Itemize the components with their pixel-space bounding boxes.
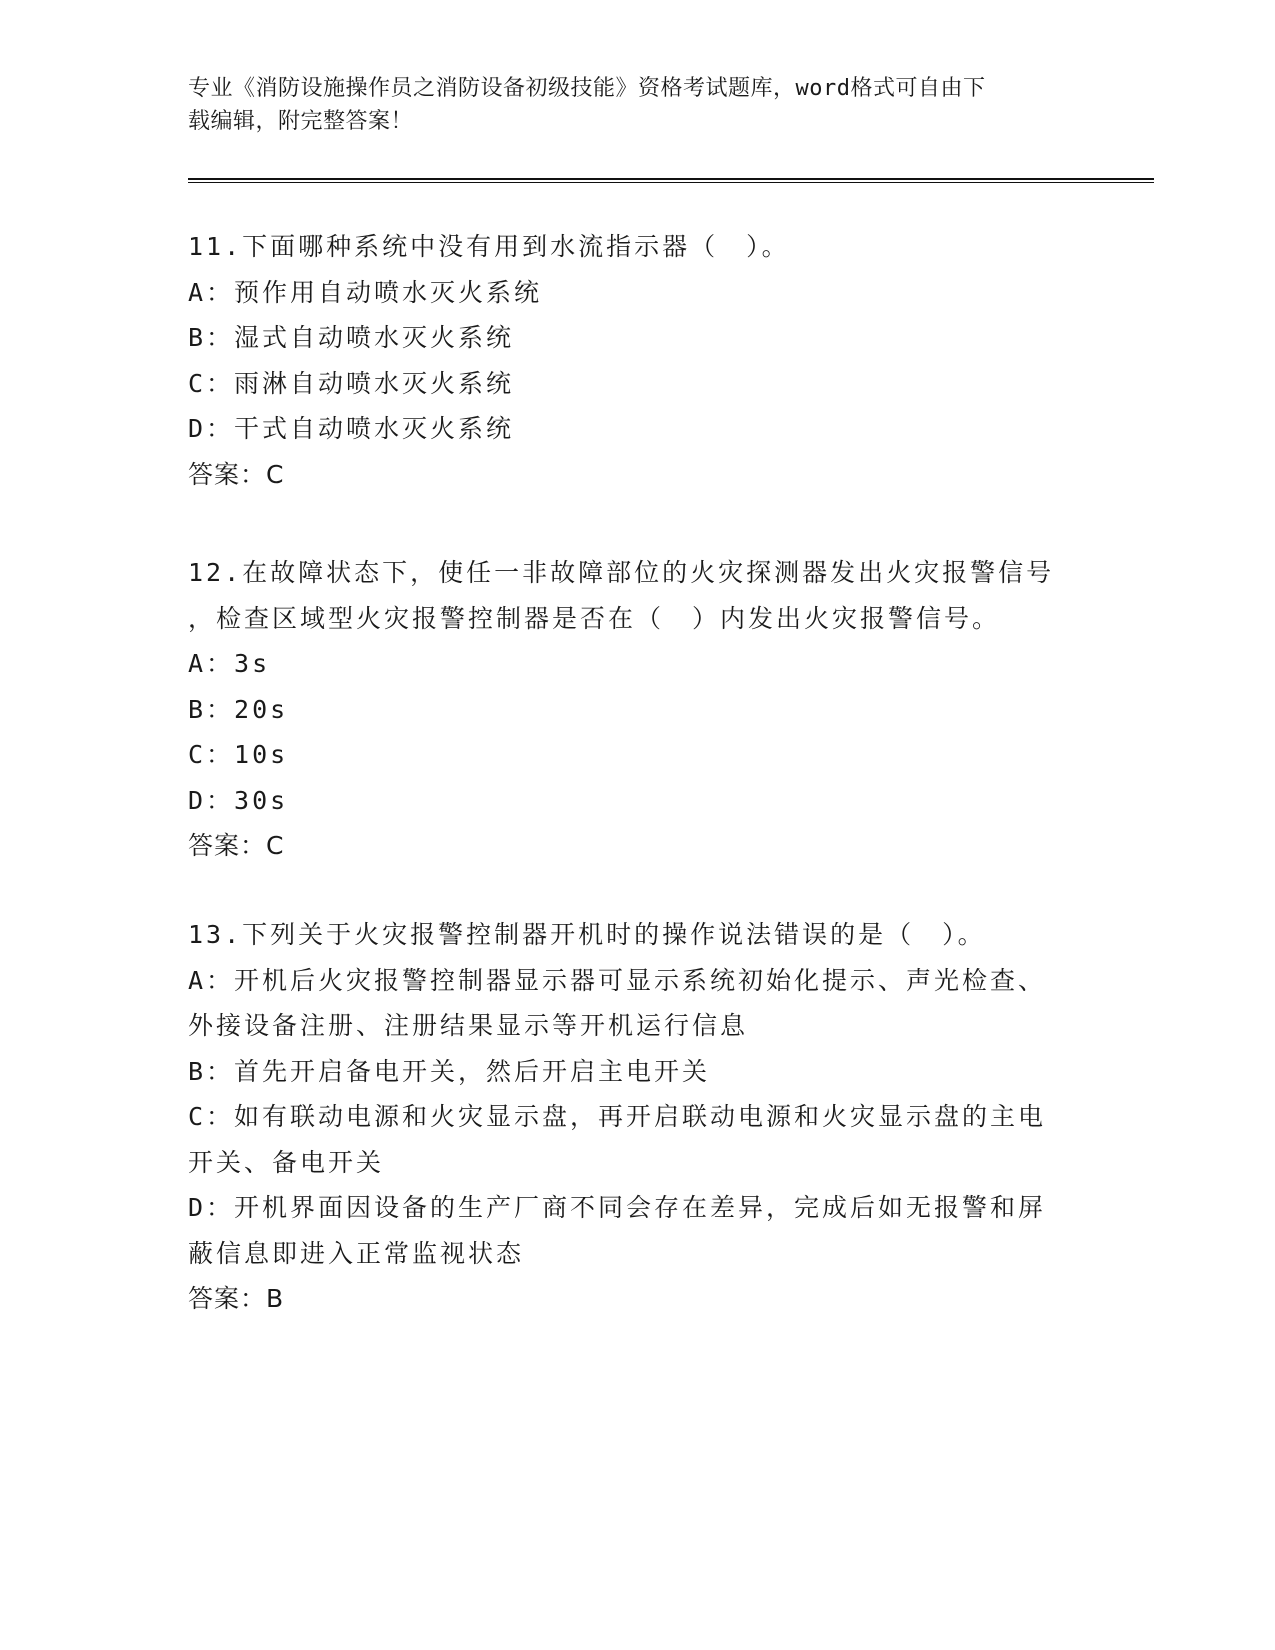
option-b: B：首先开启备电开关，然后开启主电开关 — [188, 1056, 711, 1086]
document-header — [188, 72, 1088, 138]
option-b: B：湿式自动喷水灭火系统 — [188, 323, 515, 352]
option-c: C：10s — [188, 740, 289, 769]
header-line-2: 载编辑，附完整答案！ — [188, 109, 414, 134]
option-b: B：20s — [188, 694, 289, 724]
answer: 答案：C — [188, 459, 285, 489]
question-stem: 13.下列关于火灾报警控制器开机时的操作说法错误的是（ ）。 — [188, 920, 986, 949]
question-12 — [188, 550, 1088, 869]
option-c-line-1: C：如有联动电源和火灾显示盘，再开启联动电源和火灾显示盘的主电 — [188, 1102, 1047, 1131]
question-13 — [188, 912, 1088, 1322]
question-stem-line-1: 12.在故障状态下，使任一非故障部位的火灾探测器发出火灾报警信号 — [188, 558, 1055, 587]
question-11 — [188, 224, 1088, 497]
answer: 答案：C — [188, 831, 285, 860]
option-a: A：预作用自动喷水灭火系统 — [188, 277, 543, 307]
question-stem: 11.下面哪种系统中没有用到水流指示器（ ）。 — [188, 232, 790, 261]
option-c-line-2: 开关、备电开关 — [188, 1147, 385, 1177]
option-c: C：雨淋自动喷水灭火系统 — [188, 368, 515, 398]
option-a: A：3s — [188, 649, 271, 678]
option-d-line-1: D：开机界面因设备的生产厂商不同会存在差异，完成后如无报警和屏 — [188, 1193, 1047, 1222]
answer: 答案：B — [188, 1284, 285, 1313]
option-a-line-1: A：开机后火灾报警控制器显示器可显示系统初始化提示、声光检查、 — [188, 965, 1047, 995]
option-d: D：干式自动喷水灭火系统 — [188, 414, 515, 443]
header-divider — [188, 178, 1154, 183]
header-line-1: 专业《消防设施操作员之消防设备初级技能》资格考试题库，word格式可自由下 — [188, 76, 986, 101]
question-stem-line-2: ，检查区域型火灾报警控制器是否在（ ）内发出火灾报警信号。 — [188, 603, 1001, 633]
option-d: D：30s — [188, 785, 289, 815]
option-d-line-2: 蔽信息即进入正常监视状态 — [188, 1238, 525, 1268]
option-a-line-2: 外接设备注册、注册结果显示等开机运行信息 — [188, 1011, 749, 1040]
